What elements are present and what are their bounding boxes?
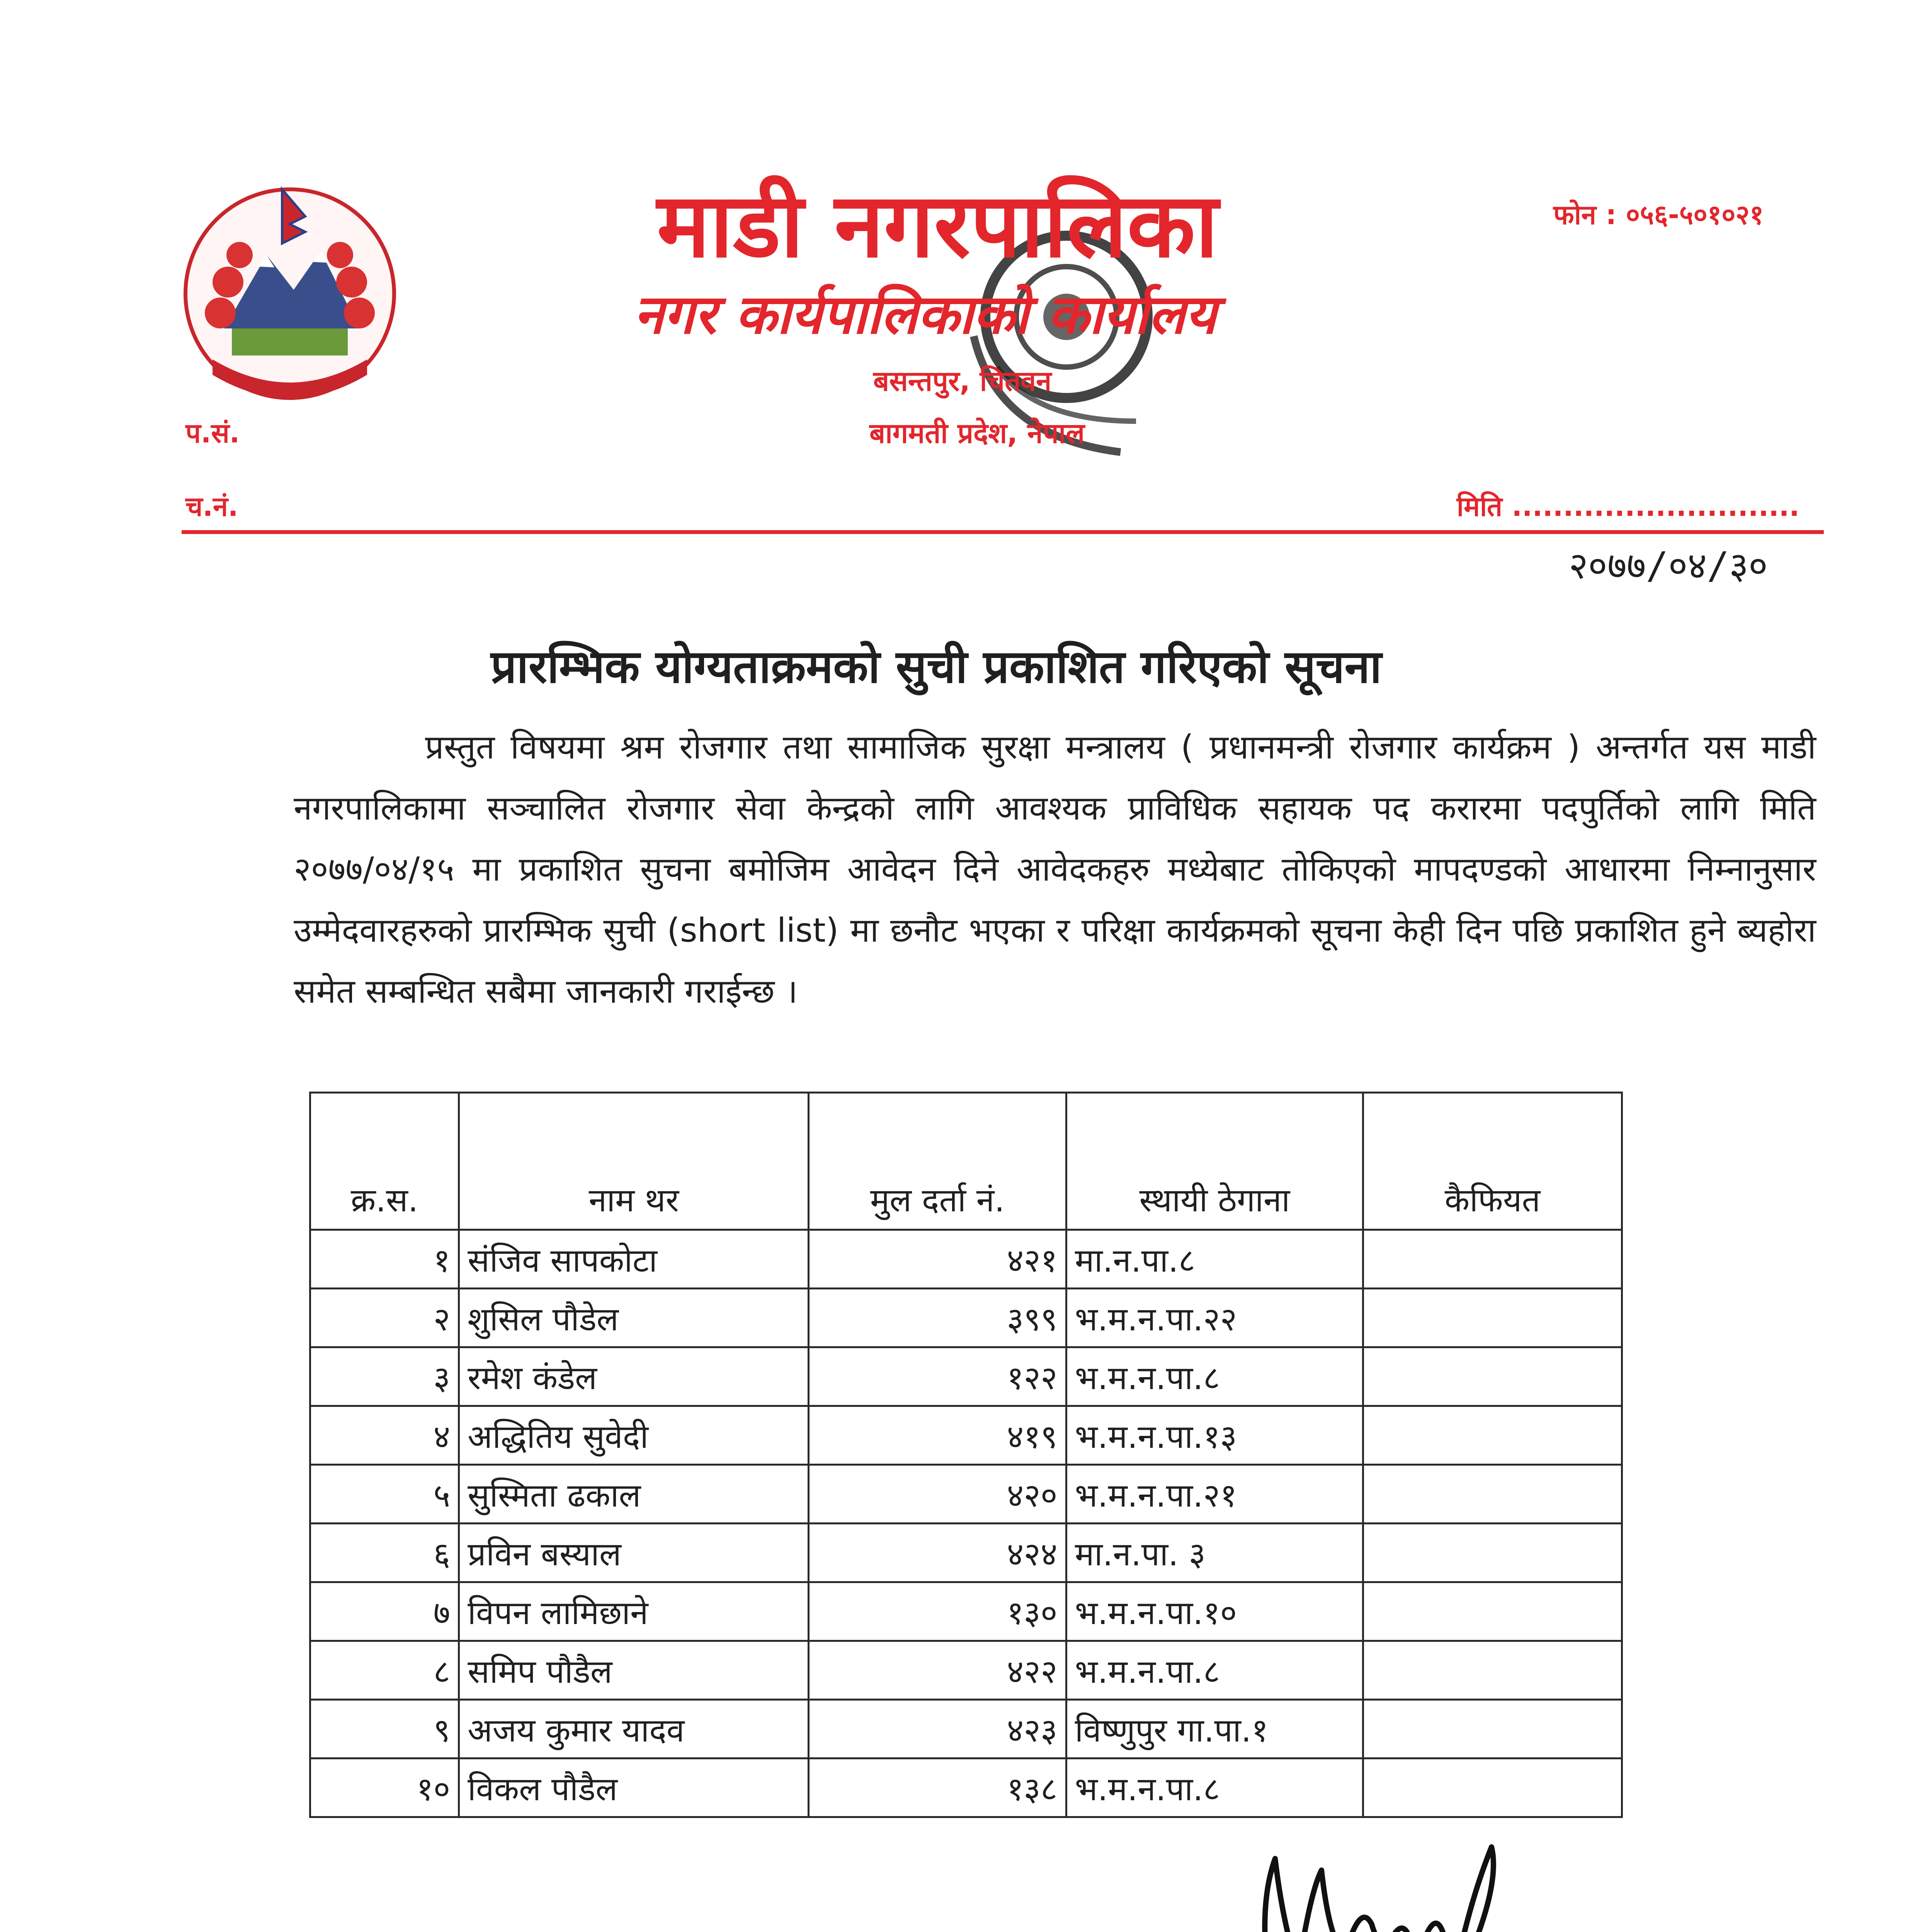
cell-address: मा.न.पा. ३ xyxy=(1066,1524,1363,1582)
table-row xyxy=(310,1230,1622,1289)
cell-name: अद्धितिय सुवेदी xyxy=(459,1406,809,1465)
phone-number: फोन : ०५६-५०१०२१ xyxy=(1553,199,1764,231)
notice-heading: प्रारम्भिक योग्यताक्रमको सुची प्रकाशित गरिएको सूचना xyxy=(491,640,1382,693)
header-registration: मुल दर्ता नं. xyxy=(809,1093,1066,1230)
nepal-emblem-logo xyxy=(166,166,413,413)
cell-name: प्रविन बस्याल xyxy=(459,1524,809,1582)
header-address: स्थायी ठेगाना xyxy=(1066,1093,1363,1230)
header-serial: क्र.स. xyxy=(310,1093,459,1230)
cell-address: भ.म.न.पा.८ xyxy=(1066,1347,1363,1406)
cell-serial: ८ xyxy=(310,1641,459,1700)
letter-date: २०७७/०४/३० xyxy=(1569,544,1768,587)
table-row xyxy=(310,1406,1622,1465)
table-row xyxy=(310,1700,1622,1759)
cell-registration: १३० xyxy=(809,1582,1066,1641)
cell-registration: ४१९ xyxy=(809,1406,1066,1465)
date-label: मिति ............................ xyxy=(1457,491,1799,522)
header-divider xyxy=(182,530,1824,534)
cell-registration: ४२४ xyxy=(809,1524,1066,1582)
cell-name: शुसिल पौडेल xyxy=(459,1289,809,1347)
cell-remarks xyxy=(1363,1700,1622,1759)
cell-address: विष्णुपुर गा.पा.१ xyxy=(1066,1700,1363,1759)
table-row xyxy=(310,1465,1622,1524)
cell-registration: ४२३ xyxy=(809,1700,1066,1759)
cell-name: संजिव सापकोटा xyxy=(459,1230,809,1289)
cell-registration: १२२ xyxy=(809,1347,1066,1406)
municipality-name: माडी नगरपालिका xyxy=(657,174,1218,277)
cell-address: भ.म.न.पा.१० xyxy=(1066,1582,1363,1641)
address-line-1: बसन्तपुर, चितवन xyxy=(873,365,1052,397)
cell-remarks xyxy=(1363,1641,1622,1700)
cell-address: भ.म.न.पा.२२ xyxy=(1066,1289,1363,1347)
cell-serial: ३ xyxy=(310,1347,459,1406)
cell-registration: ४२२ xyxy=(809,1641,1066,1700)
cell-serial: ७ xyxy=(310,1582,459,1641)
cell-name: अजय कुमार यादव xyxy=(459,1700,809,1759)
cell-remarks xyxy=(1363,1230,1622,1289)
dispatch-label: च.नं. xyxy=(185,491,238,522)
cell-name: सुस्मिता ढकाल xyxy=(459,1465,809,1524)
shortlist-table xyxy=(309,1092,1623,1818)
cell-remarks xyxy=(1363,1406,1622,1465)
cell-name: समिप पौडैल xyxy=(459,1641,809,1700)
cell-serial: ९ xyxy=(310,1700,459,1759)
cell-address: मा.न.पा.८ xyxy=(1066,1230,1363,1289)
address-line-2: बागमती प्रदेश, नेपाल xyxy=(869,417,1085,449)
cell-name: विपन लामिछाने xyxy=(459,1582,809,1641)
notice-body-text: प्रस्तुत विषयमा श्रम रोजगार तथा सामाजिक सुरक्षा मन्त्रालय ( प्रधानमन्त्री रोजगार कार्यक्रम ) अन्तर्गत यस माडी नगरपालिकामा सञ्चालित रोजगार सेवा केन्द्रको लागि आवश्यक प्राविधिक सहायक पद करारमा पदपुर्तिको लागि मिति २०७७/०४/१५ मा प्रकाशित सुचना बमोजिम आवेदन दिने आवेदकहरु मध्येबाट तोकिएको मापदण्डको आधारमा निम्नानुसार उम्मेदवारहरुको प्रारम्भिक सुची (short list) मा छनौट भएका र परिक्षा कार्यक्रमको सूचना केही दिन पछि प्रकाशित हुने ब्यहोरा समेत सम्बन्धित सबैमा जानकारी गराईन्छ । xyxy=(294,728,1816,1011)
cell-remarks xyxy=(1363,1582,1622,1641)
cell-serial: २ xyxy=(310,1289,459,1347)
notice-body xyxy=(294,717,1816,1022)
table-row xyxy=(310,1582,1622,1641)
cell-remarks xyxy=(1363,1524,1622,1582)
cell-address: भ.म.न.पा.८ xyxy=(1066,1641,1363,1700)
cell-registration: ३९९ xyxy=(809,1289,1066,1347)
reference-label: प.सं. xyxy=(185,417,240,449)
handwritten-signature xyxy=(1244,1824,1538,1932)
table-row xyxy=(310,1524,1622,1582)
cell-serial: ५ xyxy=(310,1465,459,1524)
cell-address: भ.म.न.पा.८ xyxy=(1066,1759,1363,1817)
cell-serial: १० xyxy=(310,1759,459,1817)
header-name: नाम थर xyxy=(459,1093,809,1230)
cell-address: भ.म.न.पा.२१ xyxy=(1066,1465,1363,1524)
cell-registration: १३८ xyxy=(809,1759,1066,1817)
cell-registration: ४२१ xyxy=(809,1230,1066,1289)
cell-address: भ.म.न.पा.१३ xyxy=(1066,1406,1363,1465)
table-row xyxy=(310,1759,1622,1817)
cell-name: रमेश कंडेल xyxy=(459,1347,809,1406)
table-header-row xyxy=(310,1093,1622,1230)
cell-serial: १ xyxy=(310,1230,459,1289)
cell-serial: ६ xyxy=(310,1524,459,1582)
cell-registration: ४२० xyxy=(809,1465,1066,1524)
header-remarks: कैफियत xyxy=(1363,1093,1622,1230)
office-name: नगर कार्यपालिकाको कार्यालय xyxy=(634,283,1217,346)
cell-name: विकल पौडैल xyxy=(459,1759,809,1817)
cell-remarks xyxy=(1363,1289,1622,1347)
cell-remarks xyxy=(1363,1759,1622,1817)
cell-remarks xyxy=(1363,1465,1622,1524)
table-row xyxy=(310,1641,1622,1700)
cell-remarks xyxy=(1363,1347,1622,1406)
table-row xyxy=(310,1289,1622,1347)
cell-serial: ४ xyxy=(310,1406,459,1465)
table-row xyxy=(310,1347,1622,1406)
